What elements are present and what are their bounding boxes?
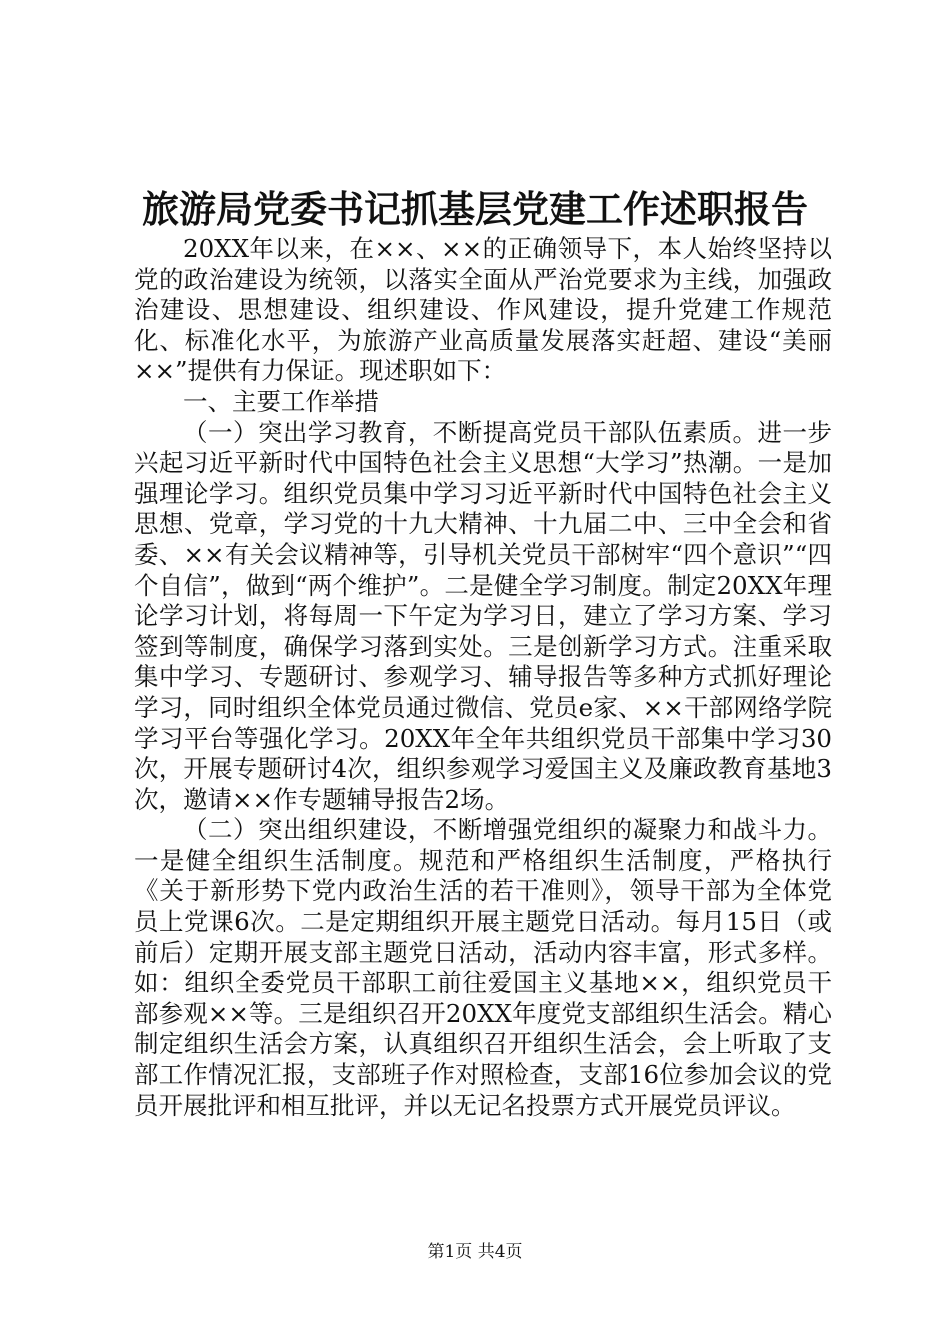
document-title: 旅游局党委书记抓基层党建工作述职报告 (142, 187, 808, 231)
page-number-footer: 第1页 共4页 (427, 1242, 523, 1262)
section-heading: 一、主要工作举措 (183, 386, 379, 416)
document-body (134, 234, 832, 1121)
body-paragraph-organization: （二）突出组织建设，不断增强党组织的凝聚力和战斗力。一是健全组织生活制度。规范和严格组织生活制度，严格执行《关于新形势下党内政治生活的若干准则》，领导干部为全体党员上党课6次。二是定期组织开展主题党日活动。每月15日（或前后）定期开展支部主题党日活动，活动内容丰富，形式多样。如：组织全委党员干部职工前往爱国主义基地××，组织党员干部参观××等。三是组织召开20XX年度党支部组织生活会。精心制定组织生活会方案，认真组织召开组织生活会，会上听取了支部工作情况汇报，支部班子作对照检查，支部16位参加会议的党员开展批评和相互批评，并以无记名投票方式开展党员评议。 (134, 815, 832, 1120)
body-paragraph-study: （一）突出学习教育，不断提高党员干部队伍素质。进一步兴起习近平新时代中国特色社会主义思想“大学习”热潮。一是加强理论学习。组织党员集中学习习近平新时代中国特色社会主义思想、党章，学习党的十九大精神、十九届二中、三中全会和省委、××有关会议精神等，引导机关党员干部树牢“四个意识”“四个自信”，做到“两个维护”。二是健全学习制度。制定20XX年理论学习计划，将每周一下午定为学习日，建立了学习方案、学习签到等制度，确保学习落到实处。三是创新学习方式。注重采取集中学习、专题研讨、参观学习、辅导报告等多种方式抓好理论学习，同时组织全体党员通过微信、党员e家、××干部网络学院学习平台等强化学习。20XX年全年共组织党员干部集中学习30次，开展专题研讨4次，组织参观学习爱国主义及廉政教育基地3次，邀请××作专题辅导报告2场。 (134, 417, 832, 814)
intro-paragraph: 20XX年以来，在××、××的正确领导下，本人始终坚持以党的政治建设为统领，以落实全面从严治党要求为主线，加强政治建设、思想建设、组织建设、作风建设，提升党建工作规范化、标准化水平，为旅游产业高质量发展落实赶超、建设“美丽××”提供有力保证。现述职如下： (134, 234, 832, 386)
